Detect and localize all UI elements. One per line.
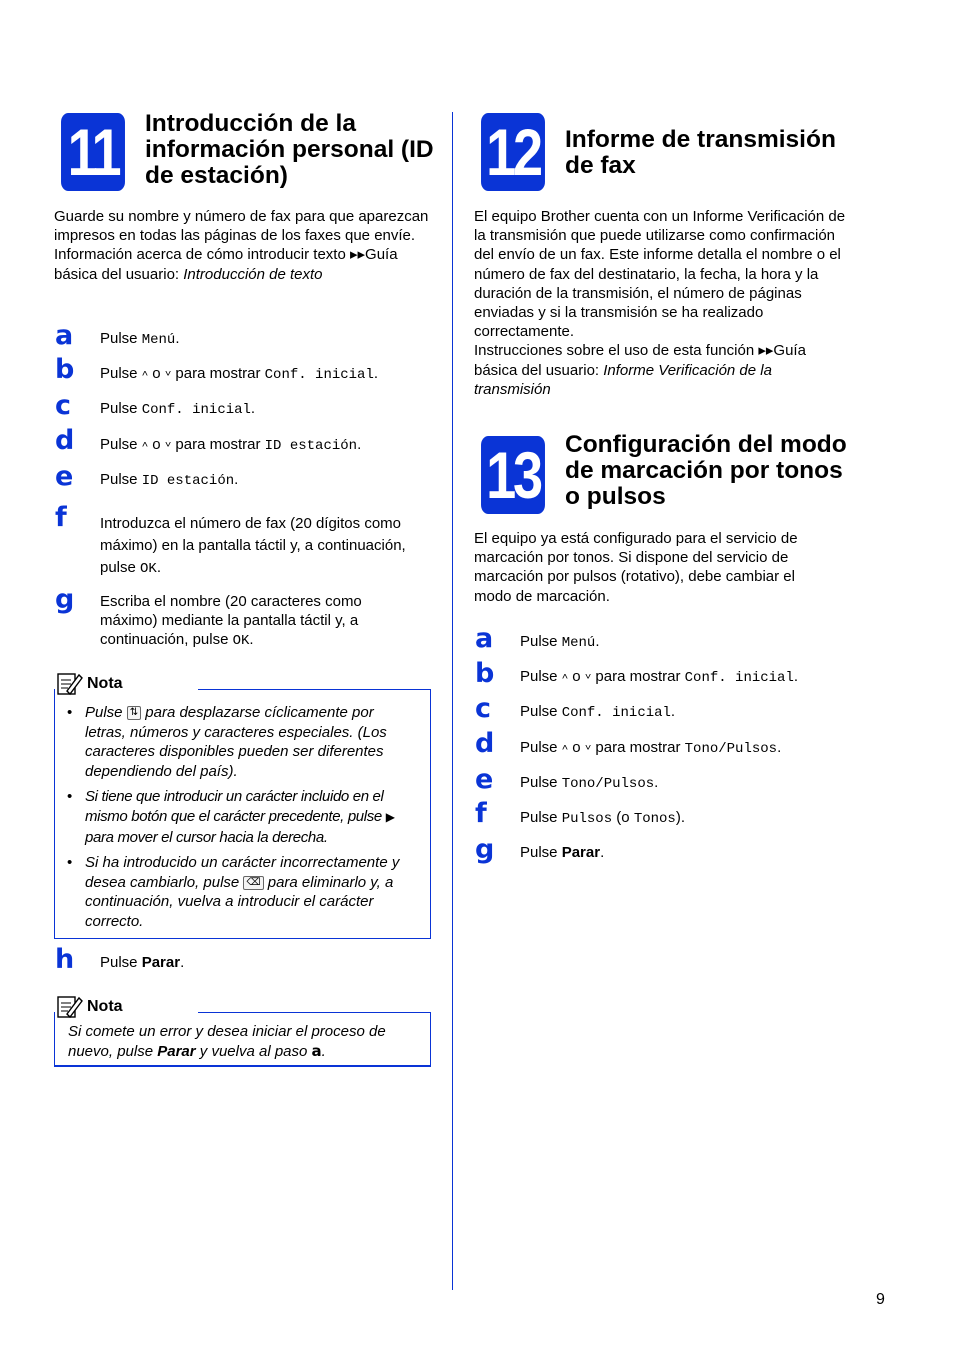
step-code: OK	[140, 561, 157, 577]
step-letter-d: d	[55, 425, 75, 456]
intro-ref-italic: Introducción de texto	[183, 265, 323, 283]
step-text: Pulse	[520, 633, 562, 650]
step-bold: Parar	[561, 844, 601, 861]
step-e	[520, 773, 658, 794]
down-arrow-icon: ˅	[584, 743, 592, 753]
step-number-badge: 11	[61, 113, 125, 191]
down-arrow-icon: ˅	[584, 672, 592, 682]
step-g	[520, 843, 604, 862]
note-label: Nota	[87, 675, 123, 692]
step-code: Conf. inicial	[561, 705, 671, 721]
intro-ref-guide: Guía básica del usuario:	[54, 246, 398, 283]
step-a	[100, 329, 179, 350]
step-text: Escriba el nombre (20 caracteres como máximo) mediante la pantalla táctil y, a continuación, pulse	[100, 593, 362, 649]
section-title: Informe de transmisión de fax	[565, 126, 836, 179]
step-code: ID estación	[264, 438, 358, 454]
note-item	[67, 787, 417, 847]
up-arrow-icon: ˄	[141, 440, 149, 450]
note-box	[54, 689, 431, 939]
step-letter-c: c	[475, 693, 492, 724]
note-step-ref: a	[311, 1041, 322, 1060]
note-text: Si tiene que introducir un carácter incluido en el mismo botón que el carácter precedente, pulse	[85, 788, 386, 825]
step-f	[100, 513, 430, 580]
step-g	[100, 592, 420, 652]
step-f	[520, 808, 685, 829]
step-letter-h: h	[55, 944, 75, 975]
step-code: OK	[232, 633, 250, 650]
note-text: Si ha introducido un carácter incorrectamente y desea cambiarlo, pulse	[85, 854, 400, 891]
step-text: o	[568, 739, 585, 756]
step-text: para mostrar	[171, 365, 265, 382]
step-letter-b: b	[475, 658, 495, 689]
step-bold: Parar	[141, 954, 181, 971]
step-text: ).	[675, 809, 685, 826]
intro-ref-text: Información acerca de cómo introducir texto	[54, 246, 350, 264]
step-text: .	[670, 703, 676, 720]
step-c	[100, 399, 255, 420]
note-text: para desplazarse cíclicamente por letras, números y caracteres especiales. (Los caracteres disponibles pueden ser diferentes dependiendo del país).	[85, 704, 387, 780]
step-text: .	[357, 436, 362, 453]
note-text: y vuelva al paso	[195, 1042, 312, 1060]
step-b	[520, 667, 798, 688]
step-letter-f: f	[475, 798, 487, 829]
backspace-key-icon: ⌫	[243, 876, 263, 890]
note-text	[68, 1022, 423, 1061]
page-number: 9	[876, 1291, 885, 1308]
step-text: .	[156, 559, 162, 576]
step-text: para mostrar	[171, 436, 265, 453]
note-item	[67, 703, 417, 781]
step-number-badge: 12	[481, 113, 545, 191]
note-text: Pulse	[85, 704, 127, 721]
step-text: Introduzca el número de fax (20 dígitos como máximo) en la pantalla táctil y, a continuación, pulse	[100, 515, 406, 576]
step-text: Pulse	[100, 400, 142, 417]
step-text: Pulse	[100, 436, 142, 453]
step-text: .	[373, 365, 379, 382]
step-code: Tono/Pulsos	[561, 776, 655, 792]
step-text: .	[180, 954, 185, 971]
step-letter-g: g	[475, 834, 495, 865]
note-bold: Parar	[157, 1042, 196, 1060]
step-text: (o	[612, 809, 634, 826]
note-text: para mover el cursor hacia la derecha.	[85, 828, 328, 846]
step-text: o	[148, 365, 165, 382]
down-arrow-icon: ˅	[164, 440, 172, 450]
step-text: .	[654, 774, 659, 791]
step-letter-f: f	[55, 502, 67, 533]
step-h	[100, 953, 184, 972]
step-text: para mostrar	[591, 668, 685, 685]
note-box	[54, 1012, 431, 1067]
down-arrow-icon: ˅	[164, 369, 172, 379]
step-text: o	[148, 436, 165, 453]
step-a	[520, 632, 599, 653]
step-letter-e: e	[475, 764, 494, 795]
step-text: Pulse	[100, 954, 142, 971]
step-letter-g: g	[55, 584, 75, 615]
info-ref-text: Instrucciones sobre el uso de esta función	[474, 342, 759, 360]
step-code: Conf. inicial	[264, 367, 374, 383]
right-triangle-icon: ▶	[385, 809, 395, 824]
step-d	[100, 435, 361, 456]
step-text: Pulse	[520, 668, 562, 685]
step-text: o	[568, 668, 585, 685]
step-text: .	[175, 330, 180, 347]
section-title: Introducción de la información personal (ID de estación)	[145, 110, 434, 189]
section-title: Configuración del modo de marcación por tonos o pulsos	[565, 431, 847, 510]
step-text: .	[777, 739, 782, 756]
column-divider	[452, 112, 453, 1290]
up-arrow-icon: ˄	[561, 672, 569, 682]
note-label: Nota	[87, 998, 123, 1015]
step-letter-c: c	[55, 390, 72, 421]
step-code: Tonos	[633, 811, 676, 827]
step-text: .	[595, 633, 600, 650]
step-text: Pulse	[100, 365, 142, 382]
step-text: .	[249, 631, 254, 649]
info-paragraph: El equipo ya está configurado para el servicio de marcación por tonos. Si dispone del servicio de marcación por pulsos (rotativo), debe cambiar el modo de marcación.	[474, 530, 798, 605]
step-text: .	[250, 400, 256, 417]
step-text: Pulse	[520, 739, 562, 756]
step-code: Menú	[141, 332, 176, 348]
step-code: Tono/Pulsos	[684, 741, 778, 757]
step-code: ID estación	[141, 473, 235, 489]
step-e	[100, 470, 238, 491]
note-item	[67, 853, 417, 931]
step-text: para mostrar	[591, 739, 685, 756]
up-arrow-icon: ˄	[141, 369, 149, 379]
step-b	[100, 364, 378, 385]
note-text: para eliminarlo y, a continuación, vuelva a introducir el carácter correcto.	[85, 873, 394, 930]
step-text: Pulse	[520, 844, 562, 861]
note-text: .	[321, 1042, 326, 1060]
step-text: .	[793, 668, 799, 685]
intro-text: Guarde su nombre y número de fax para que aparezcan impresos en todas las páginas de los faxes que envíe.	[54, 208, 429, 245]
note-list	[67, 703, 417, 938]
step-d	[520, 738, 781, 759]
step-c	[520, 702, 675, 723]
step-letter-a: a	[475, 623, 494, 654]
intro-paragraph	[54, 207, 434, 284]
step-text: Pulse	[520, 703, 562, 720]
step-code: Menú	[561, 635, 596, 651]
step-letter-e: e	[55, 461, 74, 492]
note-text: Si comete un error y desea iniciar el proceso de nuevo, pulse	[68, 1023, 386, 1060]
step-text: Pulse	[100, 471, 142, 488]
step-letter-d: d	[475, 728, 495, 759]
double-chevron-icon: ▸▸	[349, 246, 366, 264]
step-letter-a: a	[55, 320, 74, 351]
step-letter-b: b	[55, 354, 75, 385]
step-text: .	[600, 844, 605, 861]
info-ref-italic: Informe Verificación de la transmisión	[474, 361, 772, 398]
step-number-badge: 13	[481, 436, 545, 514]
step-text: Pulse	[100, 330, 142, 347]
up-arrow-icon: ˄	[561, 743, 569, 753]
step-text: Pulse	[520, 809, 562, 826]
double-chevron-icon: ▸▸	[758, 342, 774, 360]
step-code: Conf. inicial	[684, 670, 794, 686]
step-code: Conf. inicial	[141, 402, 251, 418]
info-ref-guide: Guía básica del usuario:	[474, 342, 806, 379]
info-paragraph	[474, 207, 852, 399]
info-text: El equipo Brother cuenta con un Informe Verificación de la transmisión que puede utilizarse como confirmación del envío de un fax. Este informe detalla el nombre o el número de fax del destinatario, la fecha, la hora y la duración de la transmisión, el número de páginas enviadas y si la transmisión se ha realizado correctamente.	[474, 208, 846, 341]
cycle-key-icon: ⇅	[127, 706, 141, 720]
step-text: Pulse	[520, 774, 562, 791]
step-code: Pulsos	[561, 811, 613, 827]
step-text: .	[234, 471, 239, 488]
